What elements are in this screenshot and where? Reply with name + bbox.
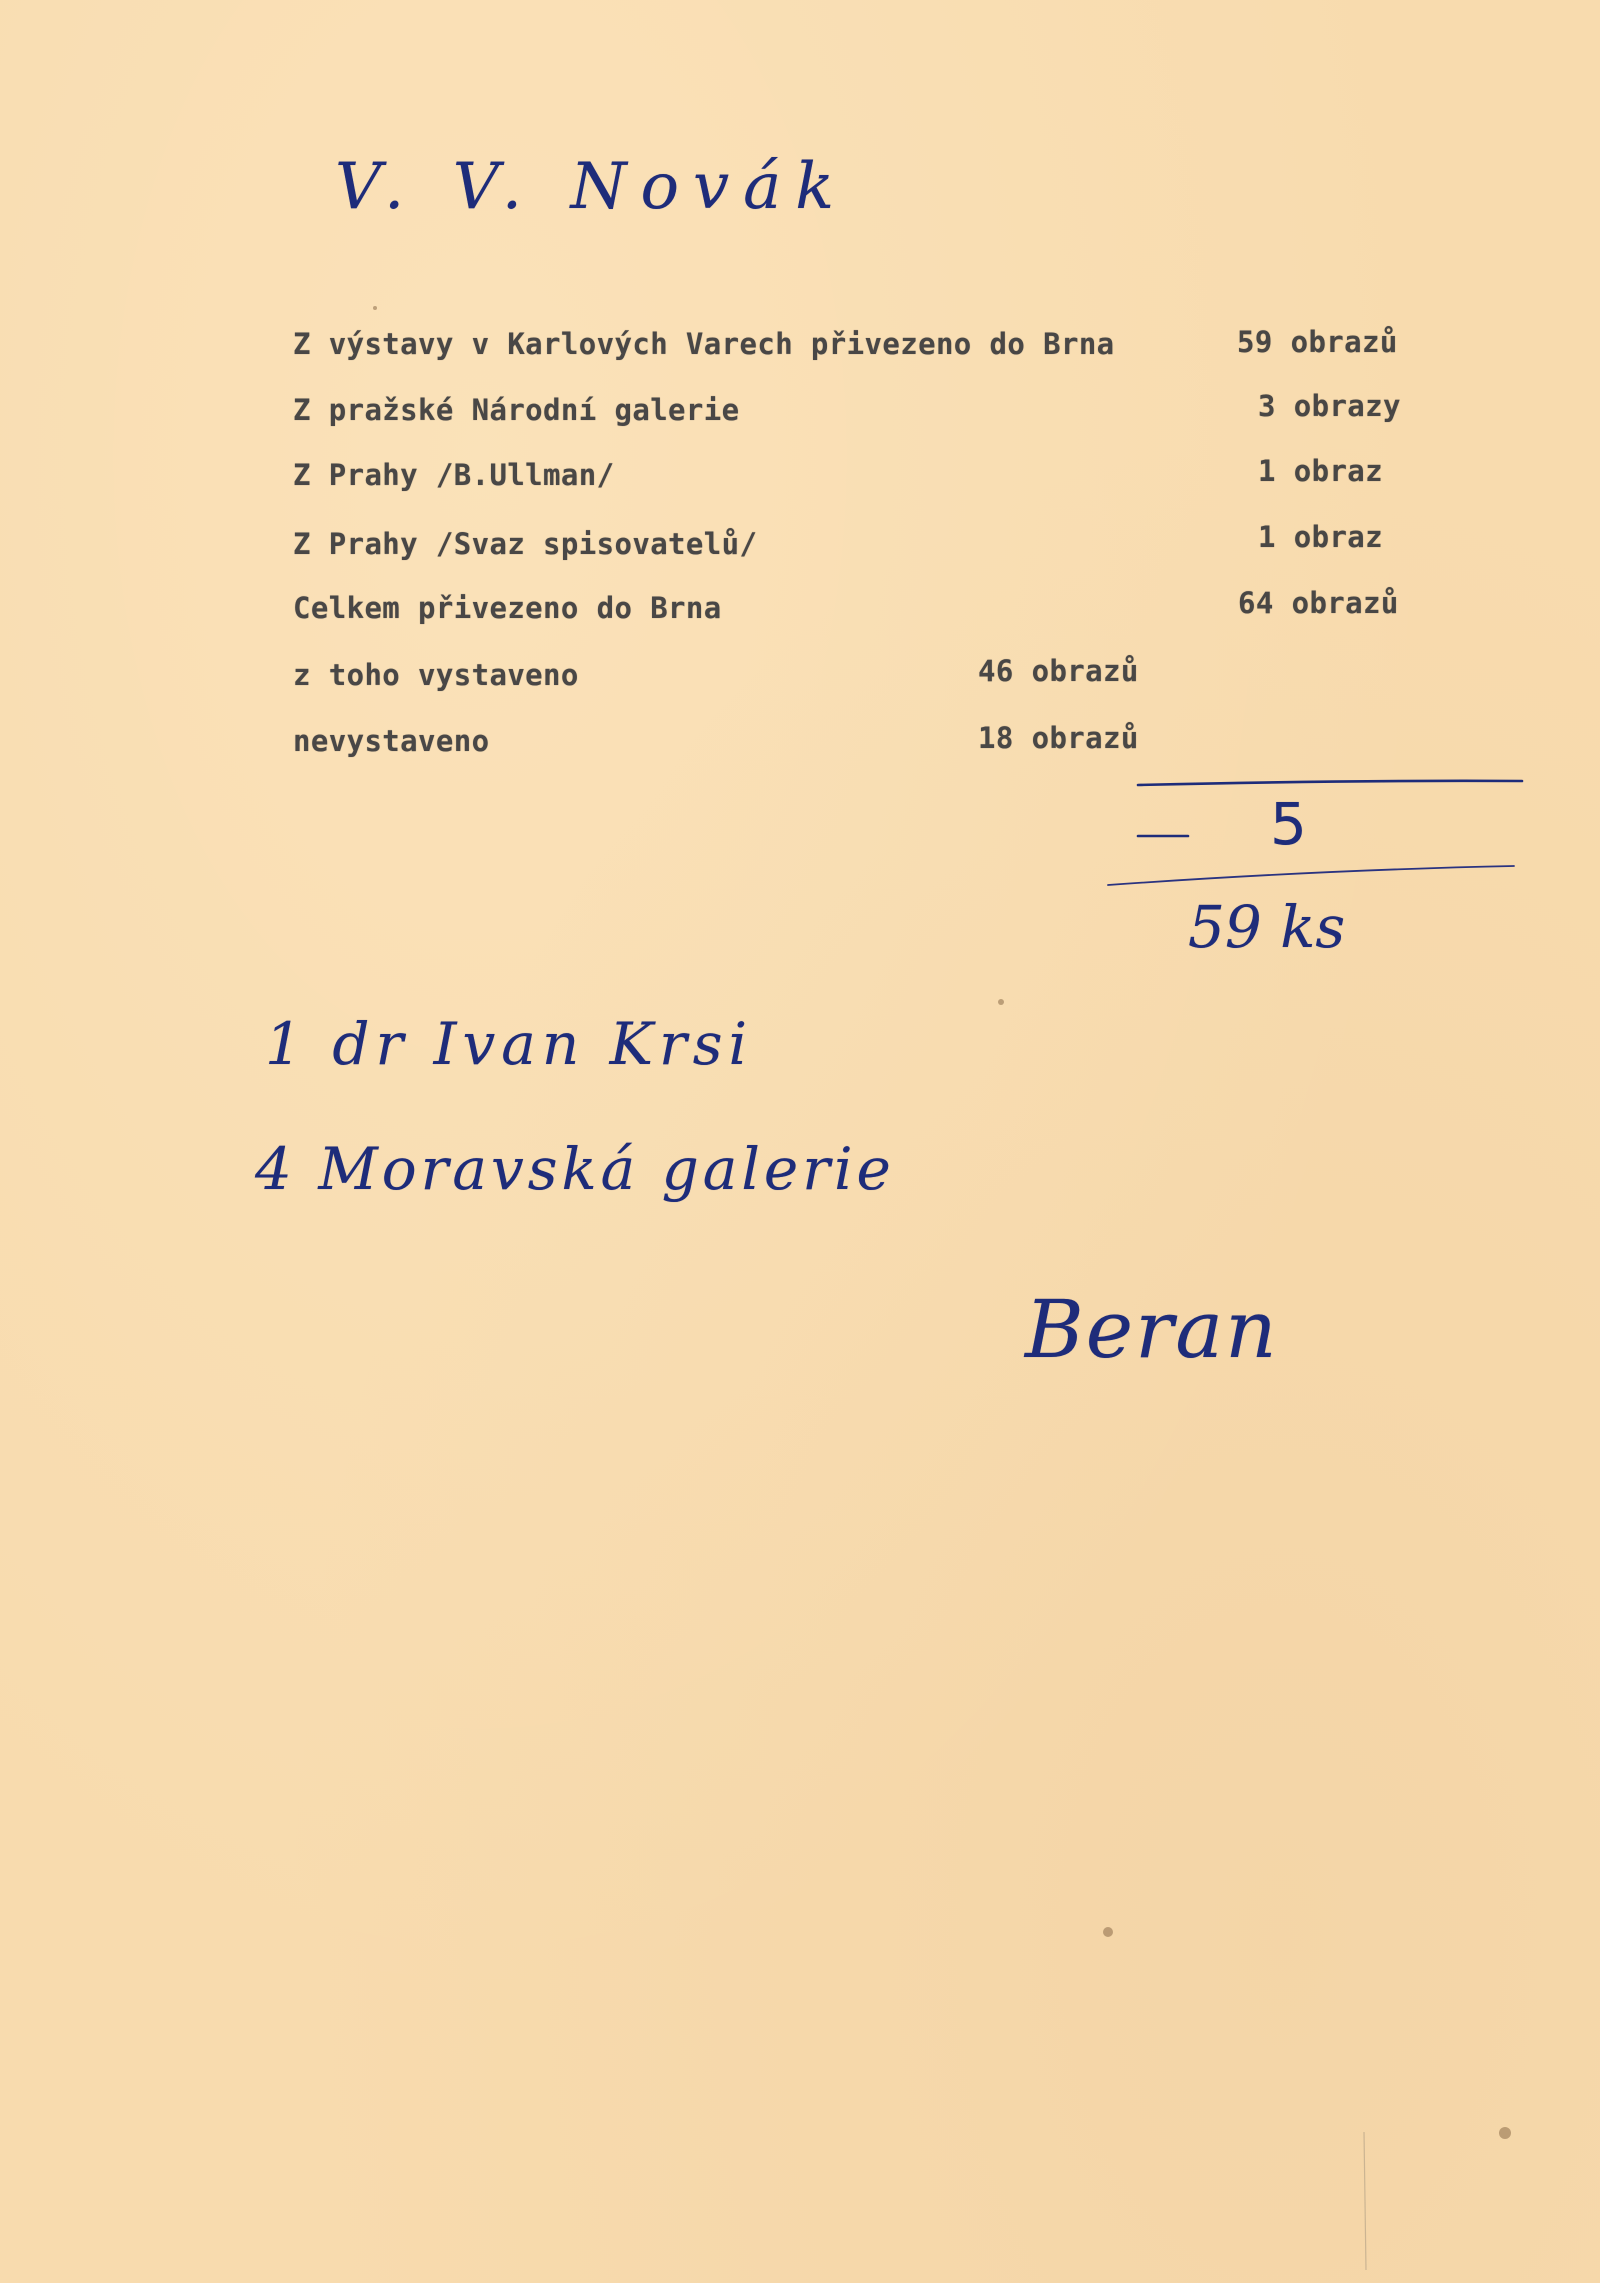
calc-upper-rule (1138, 781, 1522, 785)
paper-mark (1499, 2127, 1511, 2139)
typed-line-5-label: Celkem přivezeno do Brna (293, 591, 722, 625)
typed-line-7-count: 18 obrazů (978, 721, 1139, 755)
handwritten-heading: V. V. Novák (335, 150, 849, 224)
typed-line-1-label: Z výstavy v Karlových Varech přivezeno do Brna (293, 327, 1115, 361)
paper-crease (1364, 2132, 1366, 2270)
typed-line-4-label: Z Prahy /Svaz spisovatelů/ (293, 527, 758, 561)
typed-line-7-label: nevystaveno (293, 724, 490, 758)
typed-line-5-count: 64 obrazů (1238, 586, 1399, 620)
paper-mark (1103, 1927, 1113, 1937)
typed-line-2-count: 3 obrazy (1258, 389, 1401, 423)
handwritten-note-line-1: 1 dr Ivan Krsi (265, 1010, 754, 1078)
typed-line-2-label: Z pražské Národní galerie (293, 393, 740, 427)
typed-line-6-count: 46 obrazů (978, 654, 1139, 688)
typed-line-3-count: 1 obraz (1258, 454, 1384, 488)
calc-lower-rule (1108, 866, 1514, 885)
typed-line-6-label: z toho vystaveno (293, 658, 579, 692)
signature: Beran (1025, 1283, 1279, 1376)
typed-line-3-label: Z Prahy /B.Ullman/ (293, 458, 615, 492)
handwritten-note-line-2: 4 Moravská galerie (255, 1135, 895, 1203)
calc-result: 59 ks (1188, 893, 1346, 961)
calc-subtrahend: 5 (1270, 790, 1307, 858)
paper-mark (998, 999, 1004, 1005)
typed-line-4-count: 1 obraz (1258, 520, 1384, 554)
paper-mark (373, 306, 377, 310)
typed-line-1-count: 59 obrazů (1237, 325, 1398, 359)
